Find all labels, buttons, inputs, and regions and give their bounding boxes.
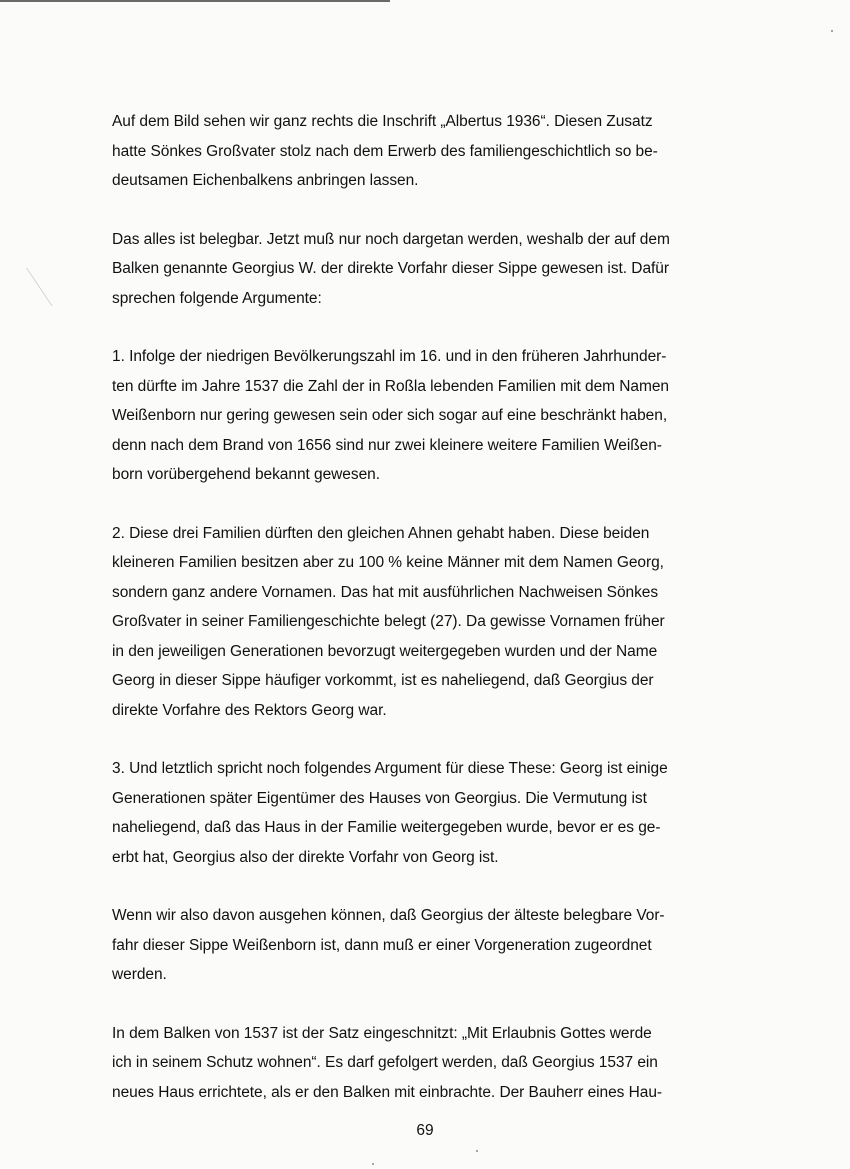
text-line: ich in seinem Schutz wohnen“. Es darf gefolgert werden, daß Georgius 1537 ein [112,1054,658,1071]
text-line: born vorübergehend bekannt gewesen. [112,466,380,483]
text-line: 2. Diese drei Familien dürften den gleichen Ahnen gehabt haben. Diese beiden [112,524,650,542]
text-line: Großvater in seiner Familiengeschichte belegt (27). Da gewisse Vornamen früher [112,613,665,630]
text-line: sondern ganz andere Vornamen. Das hat mit ausführlichen Nachweisen Sönkes [112,583,659,601]
text-line: in den jeweiligen Generationen bevorzugt weitergegeben wurden und der Name [112,642,658,660]
text-line: werden. [112,966,167,983]
text-line: direkte Vorfahre des Rektors Georg war. [112,701,387,719]
scan-speck [372,1163,374,1165]
text-line: deutsamen Eichenbalkens anbringen lassen. [112,172,419,189]
text-line: In dem Balken von 1537 ist der Satz eingeschnitzt: „Mit Erlaubnis Gottes werde [112,1024,652,1042]
text-line: Georg in dieser Sippe häufiger vorkommt, ist es naheliegend, daß Georgius der [112,672,654,689]
scan-margin-mark [0,268,53,306]
text-line: Auf dem Bild sehen wir ganz rechts die Inschrift „Albertus 1936“. Diesen Zusatz [112,113,653,130]
paragraph [112,342,727,490]
paragraph [112,901,727,990]
text-line: Balken genannte Georgius W. der direkte Vorfahr dieser Sippe gewesen ist. Dafür [112,260,669,277]
text-line: hatte Sönkes Großvater stolz nach dem Erwerb des familiengeschichtlich so be- [112,142,658,160]
paragraph [112,225,727,314]
text-line: Wenn wir also davon ausgehen können, daß Georgius der älteste belegbare Vor- [112,907,665,924]
text-line: denn nach dem Brand von 1656 sind nur zwei kleinere weitere Familien Weißen- [112,436,662,454]
body-text [112,107,727,1136]
paragraph [112,519,727,726]
paragraph [112,754,727,872]
page-number: 69 [416,1122,434,1139]
scan-speck [476,1150,478,1152]
text-line: Das alles ist belegbar. Jetzt muß nur noch dargetan werden, weshalb der auf dem [112,230,670,248]
text-line: neues Haus errichtete, als er den Balken mit einbrachte. Der Bauherr eines Hau- [112,1083,663,1101]
text-line: Weißenborn nur gering gewesen sein oder sich sogar auf eine beschränkt haben, [112,407,668,424]
top-edge-rule [0,0,390,2]
text-line: kleineren Familien besitzen aber zu 100 % keine Männer mit dem Namen Georg, [112,554,664,571]
text-line: fahr dieser Sippe Weißenborn ist, dann muß er einer Vorgeneration zugeordnet [112,936,652,954]
text-line: Generationen später Eigentümer des Hauses von Georgius. Die Vermutung ist [112,789,647,807]
text-line: ten dürfte im Jahre 1537 die Zahl der in Roßla lebenden Familien mit dem Namen [112,377,669,395]
paragraph [112,1019,727,1108]
scan-speck [831,30,833,32]
text-line: 3. Und letztlich spricht noch folgendes Argument für diese These: Georg ist einige [112,760,668,777]
text-line: 1. Infolge der niedrigen Bevölkerungszahl im 16. und in den früheren Jahrhunder- [112,348,667,365]
text-line: erbt hat, Georgius also der direkte Vorfahr von Georg ist. [112,848,499,866]
text-line: naheliegend, daß das Haus in der Familie weitergegeben wurde, bevor er es ge- [112,819,661,836]
paragraph [112,107,727,196]
text-line: sprechen folgende Argumente: [112,289,322,307]
